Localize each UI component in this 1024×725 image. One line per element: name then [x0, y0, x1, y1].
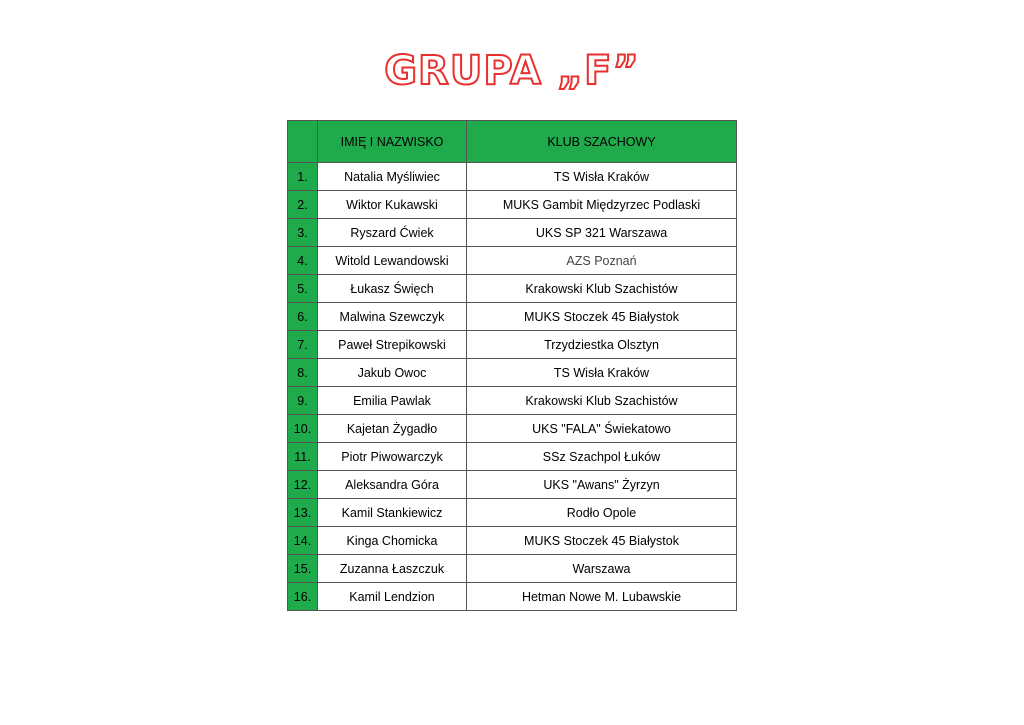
table-row	[288, 303, 737, 331]
row-number: 13.	[288, 499, 318, 527]
table-row	[288, 331, 737, 359]
player-name: Malwina Szewczyk	[318, 303, 467, 331]
player-name: Witold Lewandowski	[318, 247, 467, 275]
row-number: 11.	[288, 443, 318, 471]
row-number: 16.	[288, 583, 318, 611]
club-name: MUKS Gambit Międzyrzec Podlaski	[467, 191, 737, 219]
player-name: Natalia Myśliwiec	[318, 163, 467, 191]
table-row	[288, 247, 737, 275]
header-number	[288, 121, 318, 163]
player-name: Kamil Stankiewicz	[318, 499, 467, 527]
row-number: 14.	[288, 527, 318, 555]
table-row	[288, 415, 737, 443]
club-name: Warszawa	[467, 555, 737, 583]
player-name: Jakub Owoc	[318, 359, 467, 387]
table-row	[288, 275, 737, 303]
club-name: TS Wisła Kraków	[467, 359, 737, 387]
row-number: 15.	[288, 555, 318, 583]
player-name: Paweł Strepikowski	[318, 331, 467, 359]
club-name: Hetman Nowe M. Lubawskie	[467, 583, 737, 611]
row-number: 9.	[288, 387, 318, 415]
row-number: 2.	[288, 191, 318, 219]
table-row	[288, 163, 737, 191]
table-row	[288, 443, 737, 471]
row-number: 4.	[288, 247, 318, 275]
table-row	[288, 527, 737, 555]
club-name: Krakowski Klub Szachistów	[467, 387, 737, 415]
club-name: UKS SP 321 Warszawa	[467, 219, 737, 247]
row-number: 3.	[288, 219, 318, 247]
club-name: TS Wisła Kraków	[467, 163, 737, 191]
player-name: Kamil Lendzion	[318, 583, 467, 611]
club-name: Krakowski Klub Szachistów	[467, 275, 737, 303]
row-number: 12.	[288, 471, 318, 499]
row-number: 8.	[288, 359, 318, 387]
club-name: AZS Poznań	[467, 247, 737, 275]
table-row	[288, 219, 737, 247]
player-name: Zuzanna Łaszczuk	[318, 555, 467, 583]
header-name: IMIĘ I NAZWISKO	[318, 121, 467, 163]
header-club: KLUB SZACHOWY	[467, 121, 737, 163]
club-name: MUKS Stoczek 45 Białystok	[467, 527, 737, 555]
page-title: GRUPA „F”	[384, 48, 640, 94]
player-name: Emilia Pawlak	[318, 387, 467, 415]
table-row	[288, 583, 737, 611]
table-row	[288, 387, 737, 415]
club-name: UKS "Awans" Żyrzyn	[467, 471, 737, 499]
table-header-row	[288, 121, 737, 163]
row-number: 1.	[288, 163, 318, 191]
player-name: Piotr Piwowarczyk	[318, 443, 467, 471]
players-table	[287, 120, 737, 611]
player-name: Kajetan Żygadło	[318, 415, 467, 443]
player-name: Ryszard Ćwiek	[318, 219, 467, 247]
table-row	[288, 359, 737, 387]
club-name: UKS "FALA" Świekatowo	[467, 415, 737, 443]
row-number: 10.	[288, 415, 318, 443]
club-name: MUKS Stoczek 45 Białystok	[467, 303, 737, 331]
table-row	[288, 499, 737, 527]
player-name: Aleksandra Góra	[318, 471, 467, 499]
club-name: Trzydziestka Olsztyn	[467, 331, 737, 359]
row-number: 6.	[288, 303, 318, 331]
table-row	[288, 471, 737, 499]
row-number: 7.	[288, 331, 318, 359]
club-name: Rodło Opole	[467, 499, 737, 527]
row-number: 5.	[288, 275, 318, 303]
player-name: Wiktor Kukawski	[318, 191, 467, 219]
club-name: SSz Szachpol Łuków	[467, 443, 737, 471]
player-name: Łukasz Święch	[318, 275, 467, 303]
table-row	[288, 555, 737, 583]
player-name: Kinga Chomicka	[318, 527, 467, 555]
table-row	[288, 191, 737, 219]
